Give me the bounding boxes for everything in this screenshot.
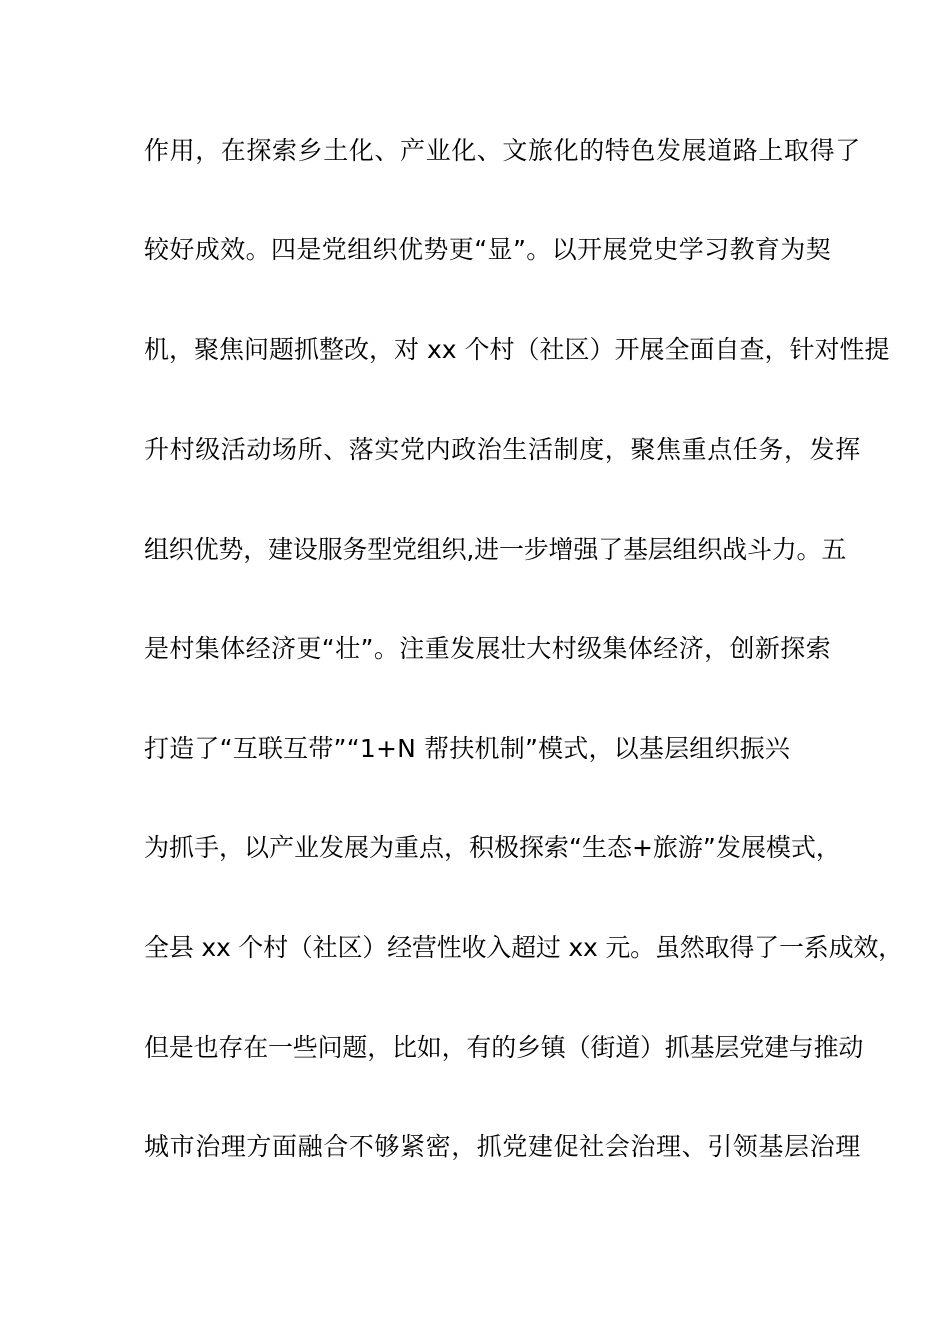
paragraph-line-4: 升村级活动场所、落实党内政治生活制度，聚焦重点任务，发挥 bbox=[144, 435, 861, 464]
paragraph-line-6: 是村集体经济更“壮”。注重发展壮大村级集体经济，创新探索 bbox=[144, 634, 832, 663]
paragraph-line-11: 城市治理方面融合不够紧密，抓党建促社会治理、引领基层治理 bbox=[144, 1132, 861, 1161]
paragraph-line-9: 全县 xx 个村（社区）经营性收入超过 xx 元。虽然取得了一系成效， bbox=[144, 933, 903, 962]
paragraph-line-10: 但是也存在一些问题，比如，有的乡镇（街道）抓基层党建与推动 bbox=[144, 1033, 864, 1062]
paragraph-line-1: 作用，在探索乡土化、产业化、文旅化的特色发展道路上取得了 bbox=[144, 136, 861, 165]
paragraph-line-2: 较好成效。四是党组织优势更“显”。以开展党史学习教育为契 bbox=[144, 235, 832, 264]
paragraph-line-3: 机，聚焦问题抓整改，对 xx 个村（社区）开展全面自查，针对性提 bbox=[144, 335, 890, 364]
paragraph-line-7: 打造了“互联互带”“1+N 帮扶机制”模式，以基层组织振兴 bbox=[144, 734, 791, 763]
paragraph-line-5: 组织优势，建设服务型党组织,进一步增强了基层组织战斗力。五 bbox=[144, 535, 847, 564]
paragraph-line-8: 为抓手，以产业发展为重点，积极探索“生态+旅游”发展模式， bbox=[144, 833, 841, 862]
